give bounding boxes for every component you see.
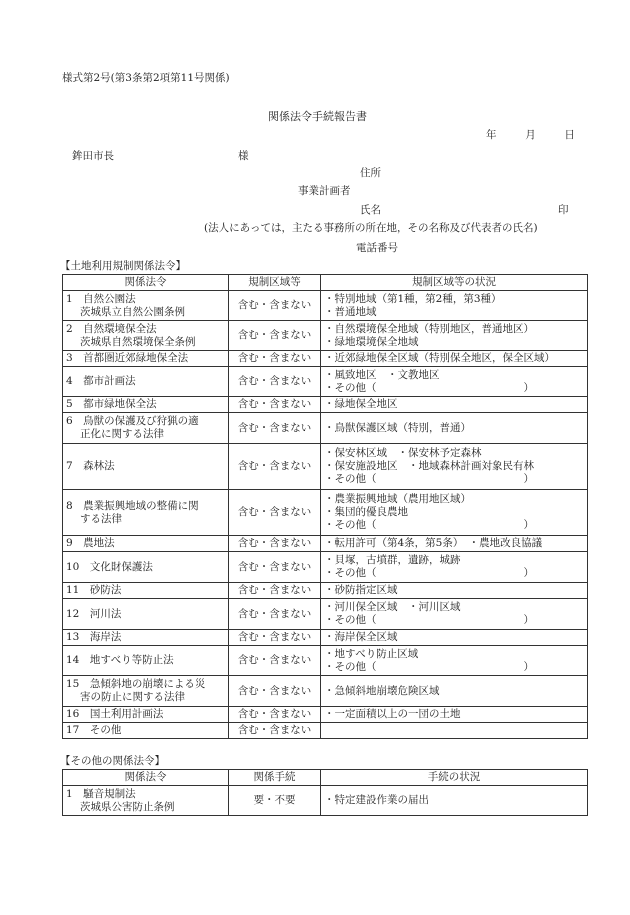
table-row xyxy=(63,707,588,723)
law-name-line: 13 海岸法 xyxy=(66,631,122,643)
inclusion-option[interactable]: 含む・含まない xyxy=(229,291,321,321)
law-name-line: 15 急傾斜地の崩壊による災 xyxy=(66,678,206,690)
corporate-note: (法人にあっては，主たる事務所の所在地，その名称及び代表者の氏名) xyxy=(204,222,538,234)
inclusion-option[interactable]: 含む・含まない xyxy=(229,397,321,413)
status-line: ・その他（ ） xyxy=(324,381,534,394)
status-line: ・砂防指定区域 xyxy=(324,584,398,596)
phone-label: 電話番号 xyxy=(356,242,398,254)
status-line: ・転用許可（第4条，第5条） ・農地改良協議 xyxy=(324,537,543,549)
status-line: ・その他（ ） xyxy=(324,519,534,531)
law-cell xyxy=(63,646,229,676)
seal-mark: 印 xyxy=(558,204,569,216)
inclusion-option[interactable]: 含む・含まない xyxy=(229,490,321,536)
inclusion-option[interactable]: 含む・含まない xyxy=(229,444,321,490)
status-cell xyxy=(321,536,588,552)
law-cell xyxy=(63,444,229,490)
law-name-line: 11 砂防法 xyxy=(66,584,122,596)
status-line: ・普通地域 xyxy=(324,305,377,318)
law-cell xyxy=(63,536,229,552)
status-line: ・集団的優良農地 xyxy=(324,506,408,518)
law-cell xyxy=(63,676,229,707)
law-cell xyxy=(63,583,229,599)
inclusion-option[interactable]: 含む・含まない xyxy=(229,351,321,367)
law-name-line: 茨城県自然環境保全条例 xyxy=(80,335,196,348)
status-line: ・その他（ ） xyxy=(324,614,534,626)
date-month: 月 xyxy=(525,129,536,141)
land-section-heading: 【土地利用規制関係法令】 xyxy=(60,260,186,272)
table-row xyxy=(63,291,588,321)
status-cell xyxy=(321,599,588,630)
law-name-line: 茨城県公害防止条例 xyxy=(80,800,175,813)
status-line: ・河川保全区域 ・河川区域 xyxy=(324,601,461,613)
law-cell xyxy=(63,413,229,444)
date-day: 日 xyxy=(564,129,575,141)
status-line: ・緑地環境保全地域 xyxy=(324,335,419,348)
law-name-line: 茨城県立自然公園条例 xyxy=(80,305,185,318)
law-cell xyxy=(63,321,229,351)
date-year: 年 xyxy=(486,129,497,141)
status-line: ・特別地域（第1種，第2種，第3種） xyxy=(324,292,502,305)
law-name-line: 4 都市計画法 xyxy=(66,375,136,387)
status-line: ・自然環境保全地域（特別地区，普通地区） xyxy=(324,322,534,335)
table-row xyxy=(63,786,588,816)
header-procedure: 関係手続 xyxy=(229,770,321,786)
inclusion-option[interactable]: 含む・含まない xyxy=(229,321,321,351)
law-name-line: 正化に関する法律 xyxy=(80,428,164,440)
table-row xyxy=(63,676,588,707)
law-cell xyxy=(63,552,229,583)
inclusion-option[interactable]: 要・不要 xyxy=(229,786,321,816)
law-name-line: 3 首都圏近郊緑地保全法 xyxy=(66,352,189,364)
date-line xyxy=(486,127,575,142)
law-name-line: 1 騒音規制法 xyxy=(66,787,136,800)
inclusion-option[interactable]: 含む・含まない xyxy=(229,707,321,723)
status-cell xyxy=(321,707,588,723)
status-cell xyxy=(321,552,588,583)
table-row xyxy=(63,351,588,367)
inclusion-option[interactable]: 含む・含まない xyxy=(229,552,321,583)
law-cell xyxy=(63,599,229,630)
law-cell xyxy=(63,351,229,367)
header-related-law: 関係法令 xyxy=(63,770,229,786)
status-line: ・緑地保全地区 xyxy=(324,398,398,410)
header-related-law: 関係法令 xyxy=(63,275,229,291)
table-row xyxy=(63,397,588,413)
status-line: ・一定面積以上の一団の土地 xyxy=(324,708,461,720)
inclusion-option[interactable]: 含む・含まない xyxy=(229,367,321,397)
status-line: ・特定建設作業の届出 xyxy=(324,794,429,806)
name-label: 氏名 xyxy=(360,204,381,216)
table-row xyxy=(63,367,588,397)
law-cell xyxy=(63,630,229,646)
status-line: ・急傾斜地崩壊危険区域 xyxy=(324,684,440,697)
law-name-line: 14 地すべり等防止法 xyxy=(66,654,174,666)
law-name-line: する法律 xyxy=(80,512,122,525)
status-line: ・保安施設地区 ・地域森林計画対象民有林 xyxy=(324,460,534,472)
addressee-name: 鉾田市長 xyxy=(72,150,114,162)
status-cell xyxy=(321,490,588,536)
status-line: ・地すべり防止区域 xyxy=(324,647,419,660)
land-regulation-table xyxy=(62,274,588,739)
law-name-line: 16 国土利用計画法 xyxy=(66,708,164,720)
header-procedure-status: 手続の状況 xyxy=(321,770,588,786)
status-cell xyxy=(321,413,588,444)
law-name-line: 9 農地法 xyxy=(66,537,115,549)
inclusion-option[interactable]: 含む・含まない xyxy=(229,536,321,552)
law-name-line: 5 都市緑地保全法 xyxy=(66,398,157,410)
law-name-line: 1 自然公園法 xyxy=(66,292,136,305)
status-line: ・鳥獣保護区域（特別，普通） xyxy=(324,421,471,434)
law-cell xyxy=(63,786,229,816)
law-name-line: 7 森林法 xyxy=(66,460,115,472)
status-cell xyxy=(321,351,588,367)
inclusion-option[interactable]: 含む・含まない xyxy=(229,676,321,707)
status-line: ・農業振興地域（農用地区域） xyxy=(324,493,471,505)
other-section-heading: 【その他の関係法令】 xyxy=(60,755,165,767)
law-name-line: 10 文化財保護法 xyxy=(66,560,153,573)
law-name-line: 害の防止に関する法律 xyxy=(80,691,185,703)
status-cell xyxy=(321,321,588,351)
law-cell xyxy=(63,291,229,321)
header-area-status: 規制区域等の状況 xyxy=(321,275,588,291)
table-row xyxy=(63,413,588,444)
document-title: 関係法令手続報告書 xyxy=(268,110,367,123)
table-row xyxy=(63,583,588,599)
applicant-role-label: 事業計画者 xyxy=(298,185,351,197)
header-regulated-area: 規制区域等 xyxy=(229,275,321,291)
status-cell xyxy=(321,583,588,599)
land-table-header xyxy=(63,275,588,291)
inclusion-option[interactable]: 含む・含まない xyxy=(229,630,321,646)
law-name-line: 17 その他 xyxy=(66,724,122,736)
table-row xyxy=(63,723,588,739)
law-name-line: 8 農業振興地域の整備に関 xyxy=(66,499,199,512)
status-line: ・その他（ ） xyxy=(324,567,534,579)
form-number: 様式第2号(第3条第2項第11号関係) xyxy=(62,72,230,84)
status-line: ・その他（ ） xyxy=(324,660,534,673)
status-cell xyxy=(321,676,588,707)
status-line: ・海岸保全区域 xyxy=(324,631,398,643)
law-cell xyxy=(63,723,229,739)
inclusion-option[interactable]: 含む・含まない xyxy=(229,723,321,739)
addressee-honorific: 様 xyxy=(238,150,249,162)
other-table-header xyxy=(63,770,588,786)
law-cell xyxy=(63,397,229,413)
status-cell xyxy=(321,397,588,413)
status-line: ・その他（ ） xyxy=(324,473,534,485)
table-row xyxy=(63,444,588,490)
status-cell xyxy=(321,723,588,739)
inclusion-option[interactable]: 含む・含まない xyxy=(229,413,321,444)
table-row xyxy=(63,321,588,351)
table-row xyxy=(63,646,588,676)
status-line: ・保安林区域 ・保安林予定森林 xyxy=(324,447,482,459)
inclusion-option[interactable]: 含む・含まない xyxy=(229,583,321,599)
status-cell xyxy=(321,646,588,676)
status-cell xyxy=(321,630,588,646)
status-cell xyxy=(321,367,588,397)
law-name-line: 6 鳥獣の保護及び狩猟の適 xyxy=(66,415,199,427)
table-row xyxy=(63,536,588,552)
table-row xyxy=(63,630,588,646)
status-line: ・風致地区 ・文教地区 xyxy=(324,368,440,381)
status-cell xyxy=(321,444,588,490)
table-row xyxy=(63,490,588,536)
law-cell xyxy=(63,490,229,536)
other-laws-table xyxy=(62,769,588,816)
inclusion-option[interactable]: 含む・含まない xyxy=(229,646,321,676)
address-label: 住所 xyxy=(360,167,381,179)
inclusion-option[interactable]: 含む・含まない xyxy=(229,599,321,630)
status-cell xyxy=(321,291,588,321)
table-row xyxy=(63,599,588,630)
law-name-line: 2 自然環境保全法 xyxy=(66,322,157,335)
table-row xyxy=(63,552,588,583)
law-cell xyxy=(63,707,229,723)
law-cell xyxy=(63,367,229,397)
status-line: ・貝塚，古墳群，遺跡，城跡 xyxy=(324,554,461,566)
status-cell xyxy=(321,786,588,816)
status-line: ・近郊緑地保全区域（特別保全地区，保全区域） xyxy=(324,352,555,364)
law-name-line: 12 河川法 xyxy=(66,607,122,620)
